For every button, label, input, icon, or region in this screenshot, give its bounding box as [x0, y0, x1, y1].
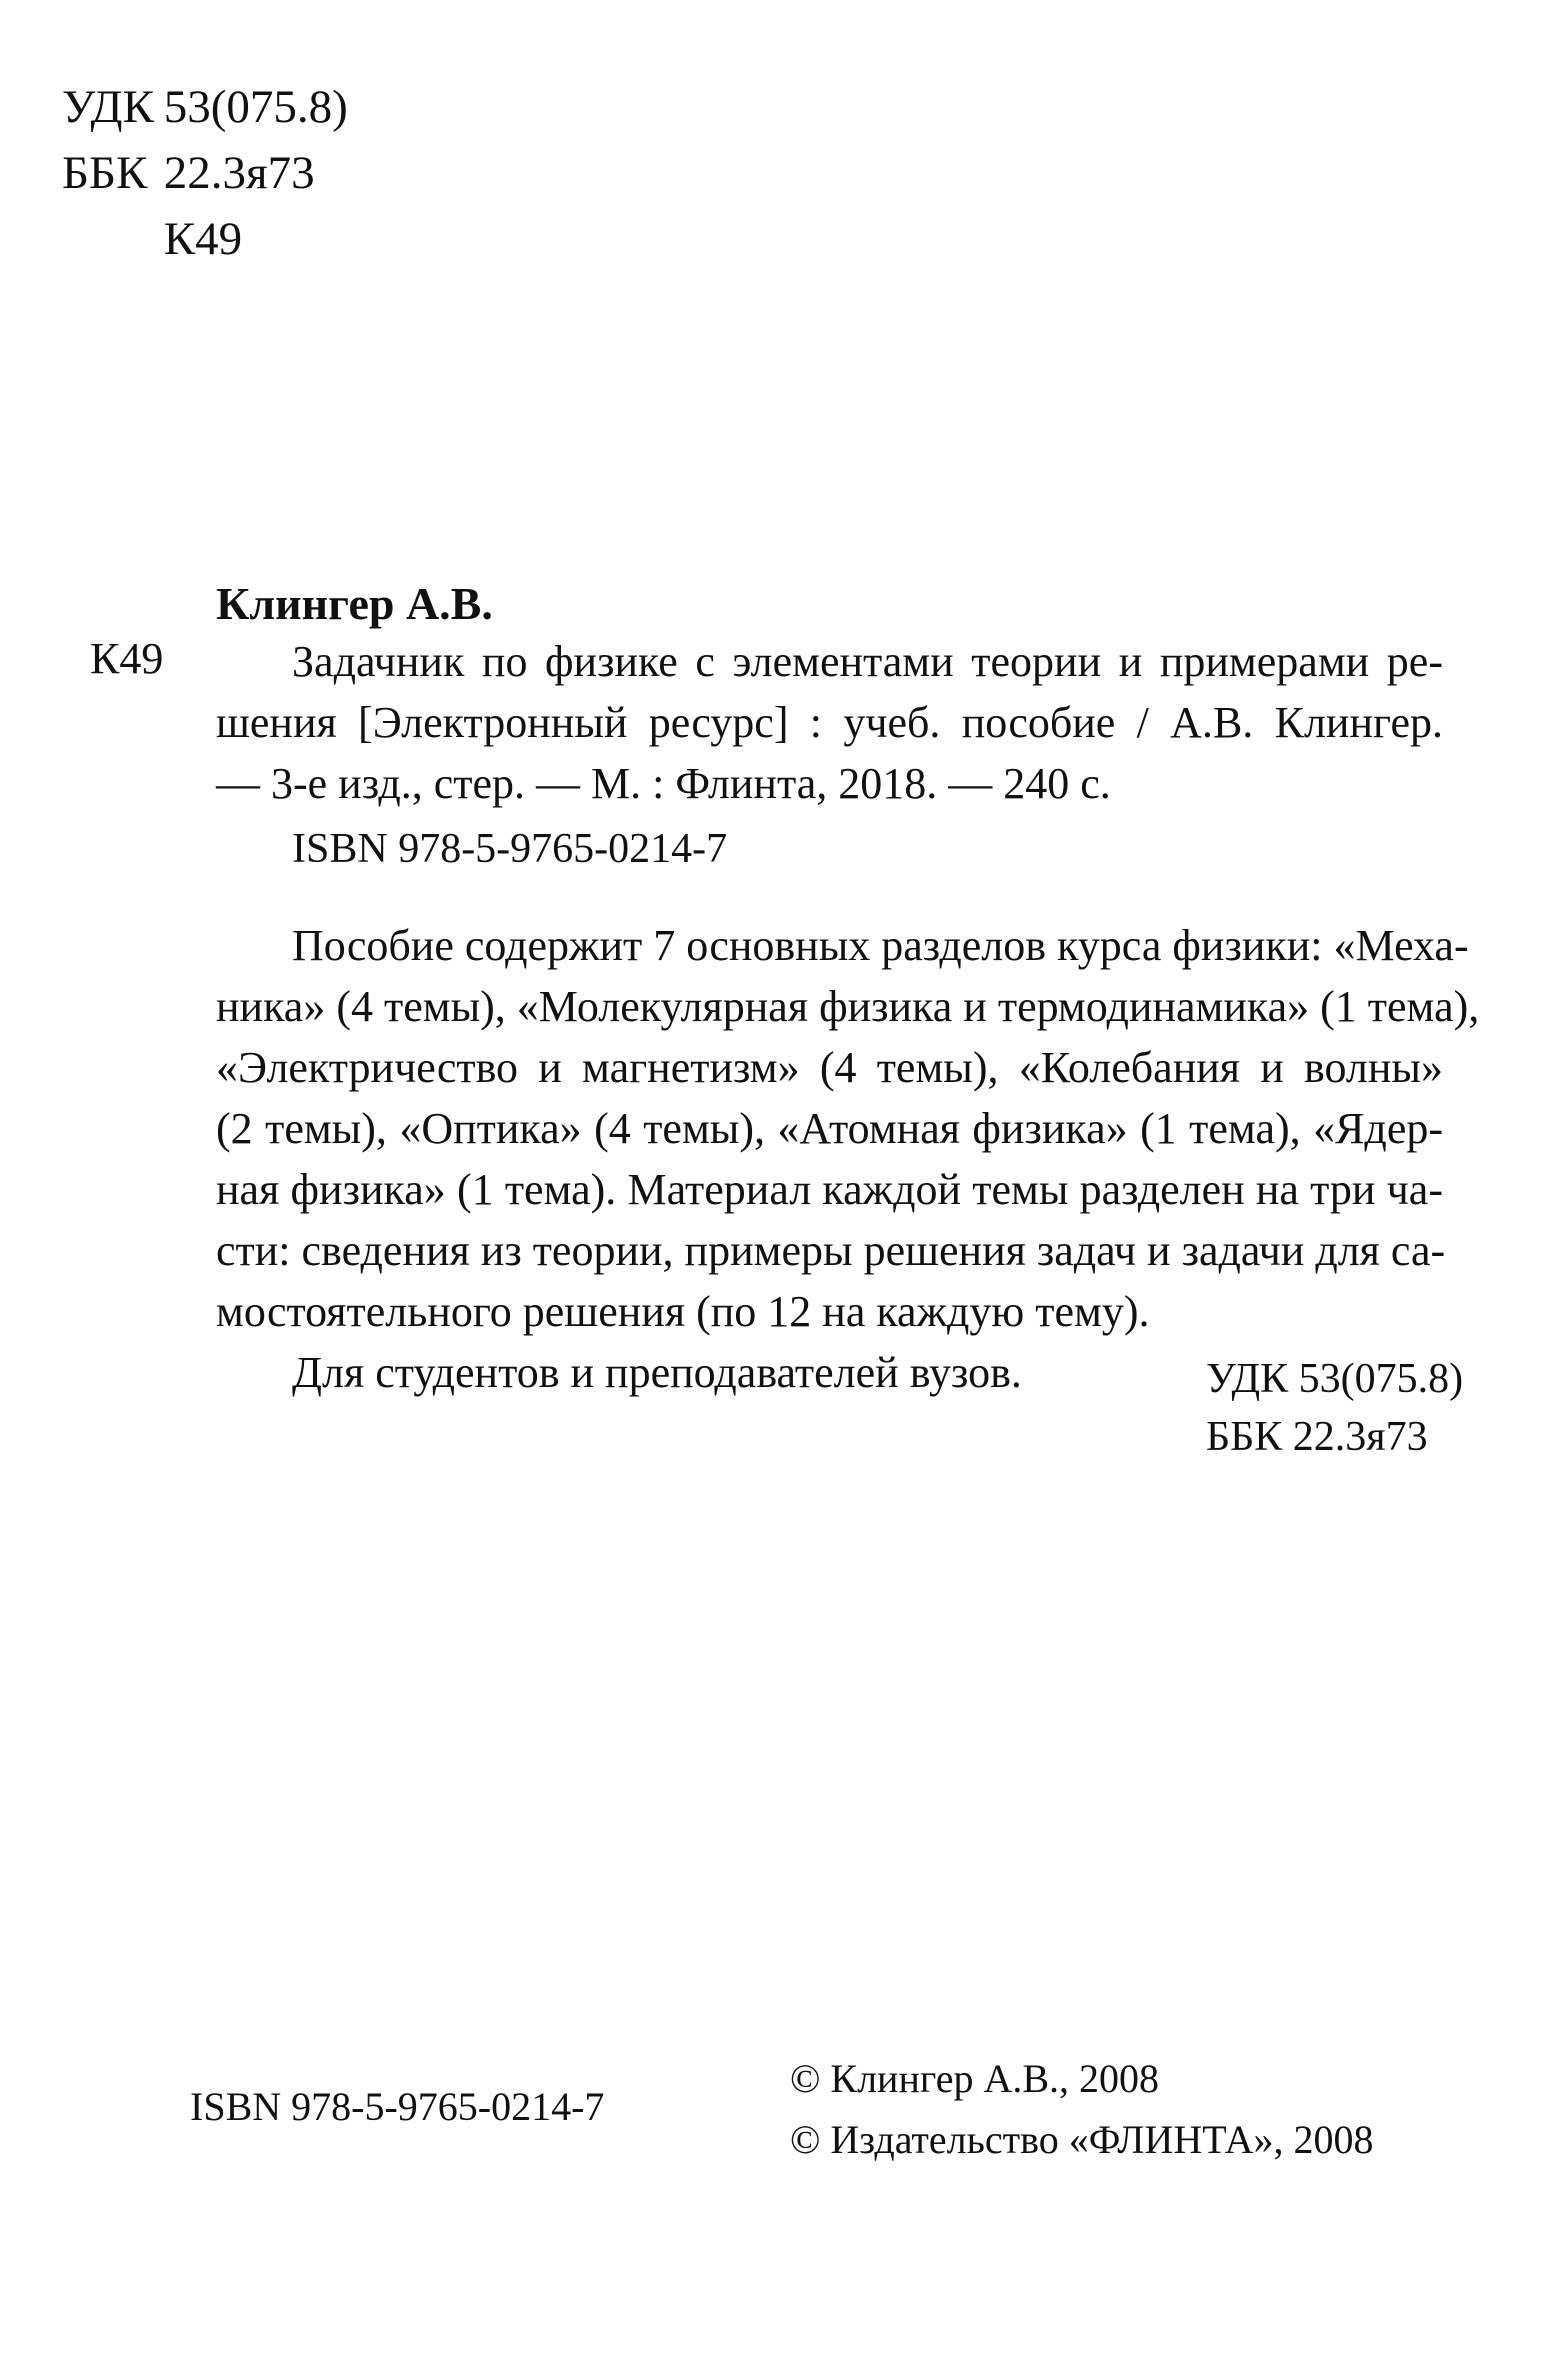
abstract-line: сти: сведения из теории, примеры решения задач и задачи для са-: [216, 1226, 1446, 1275]
abstract-line: Пособие содержит 7 основных разделов курса физики: «Меха-: [292, 921, 1469, 970]
abstract-line: мостоятельного решения (по 12 на каждую тему).: [216, 1287, 1150, 1336]
bbk-line: [62, 140, 348, 206]
card-classification: [1206, 1350, 1463, 1466]
card-udk: УДК 53(075.8): [1206, 1356, 1464, 1402]
abstract-line: ника» (4 темы), «Молекулярная физика и термодинамика» (1 тема),: [216, 982, 1480, 1031]
udk-line: [62, 74, 348, 140]
copyright-block: [790, 2048, 1374, 2170]
bibliographic-line: шения [Электронный ресурс] : учеб. пособие / А.В. Клингер.: [216, 698, 1443, 747]
abstract-line: «Электричество и магнетизм» (4 темы), «Колебания и волны»: [216, 1043, 1443, 1092]
udk-label: УДК: [62, 81, 154, 133]
copyright-publisher: © Издательство «ФЛИНТА», 2008: [790, 2117, 1374, 2162]
card-author-mark: К49: [90, 634, 164, 683]
author-mark-line: [62, 206, 348, 272]
bbk-value: 22.3я73: [163, 147, 315, 199]
bibliographic-description: [216, 631, 1443, 814]
abstract-line: ная физика» (1 тема). Материал каждой темы разделен на три ча-: [216, 1165, 1443, 1214]
header-codes: [62, 74, 348, 272]
abstract-line: (2 темы), «Оптика» (4 темы), «Атомная физика» (1 тема), «Ядер-: [216, 1104, 1443, 1153]
abstract: [216, 915, 1480, 1403]
udk-value: 53(075.8): [163, 81, 348, 133]
copyright-author: © Клингер А.В., 2008: [790, 2056, 1160, 2101]
card-isbn: ISBN 978-5-9765-0214-7: [292, 826, 728, 872]
audience-note: Для студентов и преподавателей вузов.: [292, 1348, 1022, 1397]
card-bbk: ББК 22.3я73: [1206, 1414, 1428, 1460]
bbk-label: ББК: [62, 147, 148, 199]
bibliographic-line: — 3-е изд., стер. — М. : Флинта, 2018. — 240 с.: [216, 759, 1111, 808]
footer-isbn: ISBN 978-5-9765-0214-7: [190, 2084, 605, 2129]
bibliographic-line: Задачник по физике с элементами теории и примерами ре-: [292, 637, 1443, 686]
author-name: Клингер А.В.: [216, 578, 493, 629]
header-author-mark: К49: [163, 213, 243, 265]
